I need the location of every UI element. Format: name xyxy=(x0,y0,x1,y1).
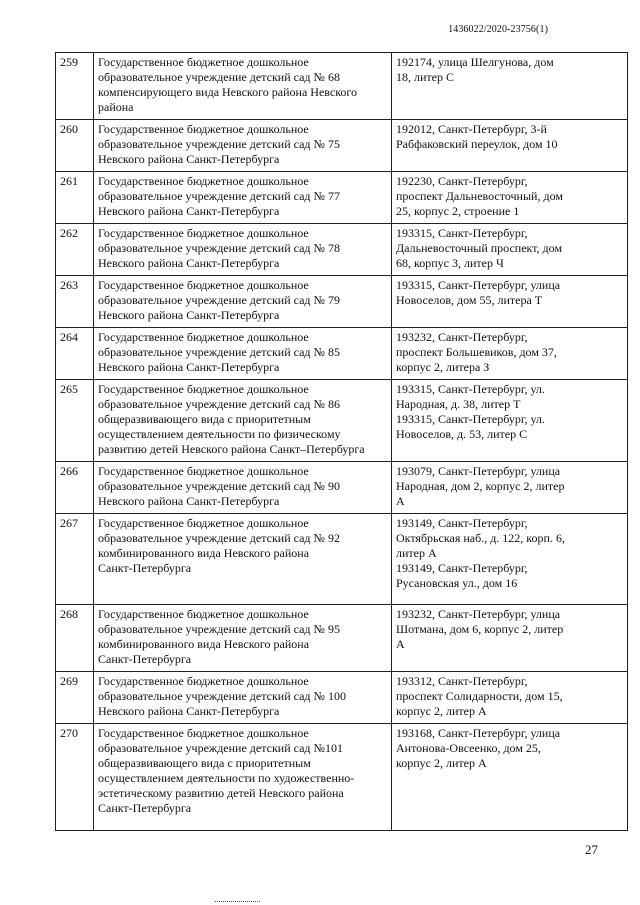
table-row xyxy=(56,172,628,224)
institution-name-line: Государственное бюджетное дошкольное xyxy=(98,278,309,292)
institution-name-line: общеразвивающего вида с приоритетным xyxy=(98,412,311,426)
address-line: Русановская ул., дом 16 xyxy=(396,576,518,590)
institution-name-line: Невского района Санкт-Петербурга xyxy=(98,308,280,322)
row-number-cell: 260 xyxy=(56,120,94,172)
row-number-cell: 269 xyxy=(56,672,94,724)
row-number-cell: 266 xyxy=(56,462,94,514)
registry-table-body xyxy=(56,53,628,831)
institution-name-line: образовательное учреждение детский сад № 92 xyxy=(98,531,340,545)
address-line: 193232, Санкт-Петербург, улица xyxy=(396,607,561,621)
institution-name-line: эстетическому развитию детей Невского района xyxy=(98,786,344,800)
row-number-cell: 265 xyxy=(56,380,94,462)
table-row xyxy=(56,724,628,831)
address-line: проспект Солидарности, дом 15, xyxy=(396,689,563,703)
institution-name-line: развитию детей Невского района Санкт–Петербурга xyxy=(98,442,365,456)
institution-name-line: образовательное учреждение детский сад № 77 xyxy=(98,189,340,203)
address-line: Шотмана, дом 6, корпус 2, литер xyxy=(396,622,564,636)
address-line: Новоселов, дом 55, литера Т xyxy=(396,293,543,307)
institution-name-line: Невского района Санкт-Петербурга xyxy=(98,204,280,218)
table-row xyxy=(56,120,628,172)
institution-name-line: Санкт-Петербурга xyxy=(98,561,192,575)
institution-name-cell xyxy=(94,672,392,724)
institution-name-line: образовательное учреждение детский сад № 68 xyxy=(98,70,340,84)
institution-name-line: Государственное бюджетное дошкольное xyxy=(98,226,309,240)
address-cell xyxy=(392,605,628,672)
institution-name-line: Невского района Санкт-Петербурга xyxy=(98,494,280,508)
address-cell xyxy=(392,672,628,724)
address-line: 193149, Санкт-Петербург, xyxy=(396,516,528,530)
address-line: А xyxy=(396,637,405,651)
address-line: 193232, Санкт-Петербург, xyxy=(396,330,528,344)
address-line: 193315, Санкт-Петербург, xyxy=(396,226,528,240)
document-registration-number: 1436022/2020-23756(1) xyxy=(448,24,548,35)
institution-name-line: образовательное учреждение детский сад № 75 xyxy=(98,137,340,151)
institution-name-line: образовательное учреждение детский сад № 79 xyxy=(98,293,340,307)
institution-name-line: Государственное бюджетное дошкольное xyxy=(98,55,309,69)
address-line: корпус 2, литер А xyxy=(396,704,487,718)
address-line: 193079, Санкт-Петербург, улица xyxy=(396,464,561,478)
address-line: 193315, Санкт-Петербург, ул. xyxy=(396,412,545,426)
institution-name-cell xyxy=(94,276,392,328)
institution-name-line: Государственное бюджетное дошкольное xyxy=(98,330,309,344)
row-number-cell: 267 xyxy=(56,514,94,605)
institution-name-cell xyxy=(94,724,392,831)
institution-name-line: района xyxy=(98,100,134,114)
address-line: Рабфаковский переулок, дом 10 xyxy=(396,137,558,151)
institution-name-line: Невского района Санкт-Петербурга xyxy=(98,360,280,374)
institution-name-line: Государственное бюджетное дошкольное xyxy=(98,464,309,478)
institution-name-line: образовательное учреждение детский сад № 85 xyxy=(98,345,340,359)
table-row xyxy=(56,53,628,120)
address-cell xyxy=(392,462,628,514)
institution-name-line: образовательное учреждение детский сад № 86 xyxy=(98,397,340,411)
address-cell xyxy=(392,514,628,605)
institution-name-cell xyxy=(94,120,392,172)
institution-name-cell xyxy=(94,53,392,120)
address-line: корпус 2, литер А xyxy=(396,756,487,770)
row-number-cell: 259 xyxy=(56,53,94,120)
address-line: 193168, Санкт-Петербург, улица xyxy=(396,726,561,740)
table-row xyxy=(56,380,628,462)
institution-name-line: Невского района Санкт-Петербурга xyxy=(98,704,280,718)
address-line: 193149, Санкт-Петербург, xyxy=(396,561,528,575)
institution-name-line: компенсирующего вида Невского района Невского xyxy=(98,85,358,99)
institution-name-line: Государственное бюджетное дошкольное xyxy=(98,174,309,188)
institution-name-line: образовательное учреждение детский сад № 78 xyxy=(98,241,340,255)
address-line: корпус 2, литера З xyxy=(396,360,490,374)
address-line: 192230, Санкт-Петербург, xyxy=(396,174,528,188)
institution-name-line: образовательное учреждение детский сад № 95 xyxy=(98,622,340,636)
address-line: 68, корпус 3, литер Ч xyxy=(396,256,504,270)
institution-name-line: Государственное бюджетное дошкольное xyxy=(98,516,309,530)
address-cell xyxy=(392,120,628,172)
row-number-cell: 264 xyxy=(56,328,94,380)
row-number-cell: 261 xyxy=(56,172,94,224)
address-cell xyxy=(392,276,628,328)
kindergarten-registry-table xyxy=(55,52,628,831)
page-number: 27 xyxy=(585,842,598,857)
institution-name-line: Государственное бюджетное дошкольное xyxy=(98,382,309,396)
institution-name-line: Государственное бюджетное дошкольное xyxy=(98,674,309,688)
scan-artifact-line xyxy=(215,901,260,903)
address-line: 192012, Санкт-Петербург, 3-й xyxy=(396,122,547,136)
address-cell xyxy=(392,328,628,380)
institution-name-line: Невского района Санкт-Петербурга xyxy=(98,256,280,270)
address-cell xyxy=(392,724,628,831)
address-line: Дальневосточный проспект, дом xyxy=(396,241,563,255)
address-line: Новоселов, д. 53, литер С xyxy=(396,427,528,441)
table-row xyxy=(56,328,628,380)
row-number-cell: 263 xyxy=(56,276,94,328)
address-line: литер А xyxy=(396,546,437,560)
address-line: 25, корпус 2, строение 1 xyxy=(396,204,520,218)
institution-name-line: осуществлением деятельности по физическому xyxy=(98,427,341,441)
address-line: проспект Дальневосточный, дом xyxy=(396,189,563,203)
address-line: Антонова-Овсеенко, дом 25, xyxy=(396,741,541,755)
institution-name-line: образовательное учреждение детский сад № 90 xyxy=(98,479,340,493)
institution-name-line: Санкт-Петербурга xyxy=(98,652,192,666)
institution-name-line: образовательное учреждение детский сад №101 xyxy=(98,741,343,755)
table-row xyxy=(56,672,628,724)
table-row xyxy=(56,462,628,514)
institution-name-line: Государственное бюджетное дошкольное xyxy=(98,726,309,740)
institution-name-line: комбинированного вида Невского района xyxy=(98,637,310,651)
institution-name-line: Санкт-Петербурга xyxy=(98,801,192,815)
institution-name-line: Государственное бюджетное дошкольное xyxy=(98,122,309,136)
address-line: Народная, дом 2, корпус 2, литер xyxy=(396,479,565,493)
institution-name-cell xyxy=(94,462,392,514)
table-row xyxy=(56,276,628,328)
address-line: проспект Большевиков, дом 37, xyxy=(396,345,557,359)
institution-name-line: комбинированного вида Невского района xyxy=(98,546,310,560)
institution-name-line: общеразвивающего вида с приоритетным xyxy=(98,756,311,770)
address-line: 192174, улица Шелгунова, дом xyxy=(396,55,554,69)
table-row xyxy=(56,224,628,276)
address-line: 193315, Санкт-Петербург, улица xyxy=(396,278,561,292)
address-line: Народная, д. 38, литер Т xyxy=(396,397,521,411)
institution-name-line: Государственное бюджетное дошкольное xyxy=(98,607,309,621)
address-cell xyxy=(392,380,628,462)
row-number-cell: 268 xyxy=(56,605,94,672)
institution-name-line: Невского района Санкт-Петербурга xyxy=(98,152,280,166)
institution-name-cell xyxy=(94,380,392,462)
institution-name-cell xyxy=(94,514,392,605)
address-line: 18, литер С xyxy=(396,70,454,84)
address-cell xyxy=(392,53,628,120)
address-line: 193315, Санкт-Петербург, ул. xyxy=(396,382,545,396)
institution-name-line: образовательное учреждение детский сад № 100 xyxy=(98,689,346,703)
institution-name-cell xyxy=(94,605,392,672)
institution-name-cell xyxy=(94,224,392,276)
table-row xyxy=(56,514,628,605)
address-cell xyxy=(392,224,628,276)
address-line: Октябрьская наб., д. 122, корп. 6, xyxy=(396,531,565,545)
address-cell xyxy=(392,172,628,224)
row-number-cell: 262 xyxy=(56,224,94,276)
table-row xyxy=(56,605,628,672)
address-line: 193312, Санкт-Петербург, xyxy=(396,674,528,688)
institution-name-cell xyxy=(94,328,392,380)
address-line: А xyxy=(396,494,405,508)
row-number-cell: 270 xyxy=(56,724,94,831)
institution-name-cell xyxy=(94,172,392,224)
institution-name-line: осуществлением деятельности по художественно- xyxy=(98,771,355,785)
